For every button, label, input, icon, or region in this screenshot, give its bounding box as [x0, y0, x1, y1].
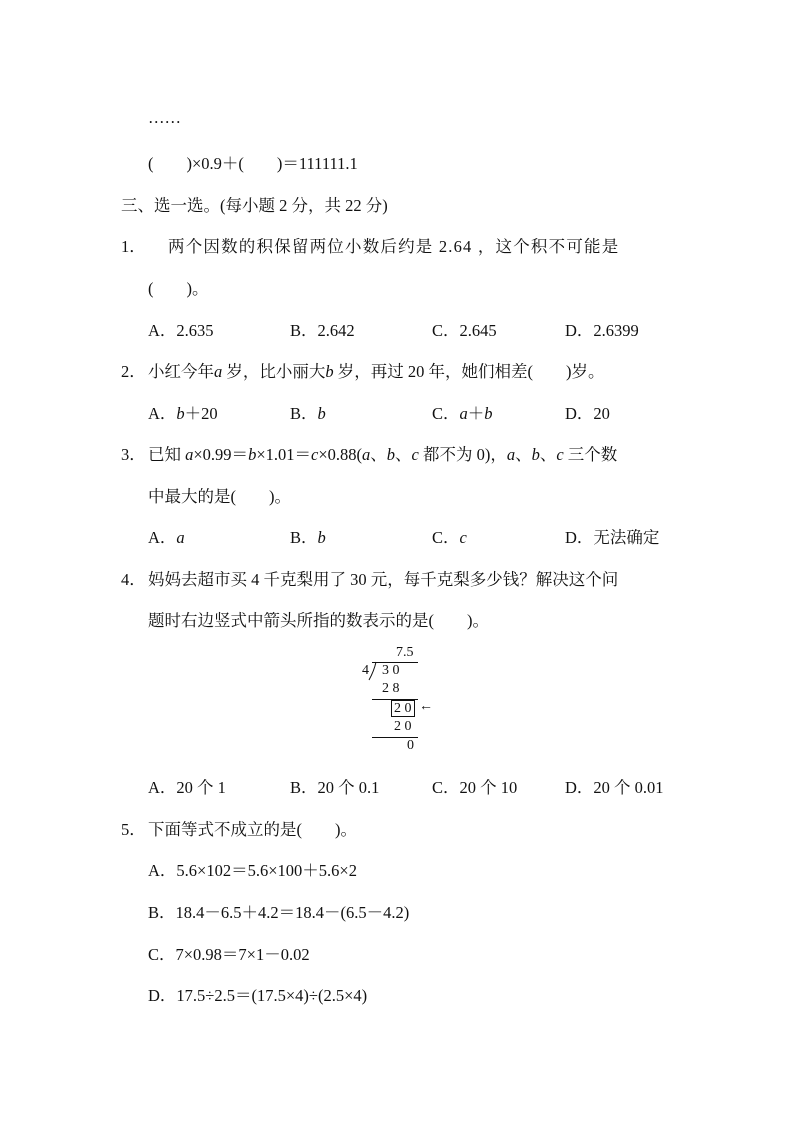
q2-var-a: a — [214, 362, 223, 381]
q3-var-a: a — [185, 445, 194, 464]
continuation-equation: ( )×0.9＋( )＝111111.1 — [148, 154, 358, 173]
q2-text-2: 岁，比小丽大 — [222, 362, 326, 381]
q3-var-a: a — [506, 445, 516, 464]
q2-text-1: 小红今年 — [148, 362, 214, 381]
question-1-number: 1． — [121, 237, 146, 256]
q3-option-d[interactable]: D．无法确定 — [565, 528, 660, 547]
division-subtract-1: 2 8 — [382, 681, 400, 696]
q3-part: 三个数 — [563, 445, 618, 464]
q2-option-b-var: b — [317, 404, 326, 423]
q3-var-a: a — [362, 445, 371, 464]
q5-option-d[interactable]: D．17.5÷2.5＝(17.5×4)÷(2.5×4) — [148, 986, 368, 1005]
question-5-number: 5． — [121, 820, 146, 839]
question-1-text: 两个因数的积保留两位小数后约是 2.64 ，这个积不可能是 — [168, 237, 620, 256]
q4-option-d[interactable]: D．20 个 0.01 — [565, 778, 664, 797]
q3-var-b: b — [531, 445, 540, 464]
q3-part: 、 — [395, 445, 412, 464]
q2-option-c-plus: ＋ — [467, 404, 485, 423]
q2-text-3: 岁，再过 20 年，她们相差( )岁。 — [333, 362, 605, 381]
q3-option-a-var: a — [176, 528, 185, 547]
q2-option-c[interactable] — [432, 400, 493, 424]
division-divisor: 4 — [362, 663, 369, 678]
q3-var-c: c — [411, 445, 419, 464]
q1-option-d[interactable]: D．2.6399 — [565, 321, 639, 340]
q3-part: 已知 — [148, 445, 186, 464]
q3-option-b-var: b — [317, 528, 326, 547]
division-subtract-2: 2 0 — [394, 719, 412, 734]
q3-option-b-letter: B． — [290, 528, 318, 547]
q3-option-a[interactable] — [148, 524, 185, 548]
q3-var-c: c — [556, 445, 564, 464]
q2-option-a-var: b — [176, 404, 185, 423]
continuation-dots: …… — [148, 108, 181, 127]
question-3-text-line2: 中最大的是( )。 — [148, 487, 291, 506]
q2-option-a-rest: ＋20 — [184, 404, 218, 423]
q3-option-c[interactable] — [432, 524, 467, 548]
q4-option-b[interactable]: B．20 个 0.1 — [290, 778, 380, 797]
q5-option-a[interactable]: A．5.6×102＝5.6×100＋5.6×2 — [148, 861, 357, 880]
question-1-blank: ( )。 — [148, 279, 209, 298]
section-title: 三、选一选。(每小题 2 分，共 22 分) — [121, 196, 388, 215]
q3-part: 、 — [539, 445, 557, 464]
q2-option-d[interactable]: D．20 — [565, 404, 610, 423]
q3-part: 都不为 0)， — [418, 445, 507, 464]
q2-option-a-letter: A． — [148, 404, 177, 423]
q3-part: 、 — [515, 445, 532, 464]
q2-option-c-var-a: a — [459, 404, 468, 423]
q3-option-a-letter: A． — [148, 528, 177, 547]
q2-option-b-letter: B． — [290, 404, 318, 423]
q2-option-a[interactable] — [148, 400, 218, 424]
q2-option-b[interactable] — [290, 400, 326, 424]
q3-part: ×0.99＝ — [193, 445, 249, 464]
q5-option-c[interactable]: C．7×0.98＝7×1－0.02 — [148, 945, 310, 964]
q2-option-c-var-b: b — [484, 404, 493, 423]
q3-var-b: b — [248, 445, 257, 464]
question-3-text — [148, 441, 617, 465]
q3-var-b: b — [386, 445, 396, 464]
question-4-text-line1: 妈妈去超市买 4 千克梨用了 30 元，每千克梨多少钱？解决这个问 — [148, 570, 619, 589]
q3-option-c-var: c — [459, 528, 467, 547]
question-4-text-line2: 题时右边竖式中箭头所指的数表示的是( )。 — [148, 611, 489, 630]
q3-part: ×0.88( — [318, 445, 363, 464]
question-5-text: 下面等式不成立的是( )。 — [148, 820, 357, 839]
q5-option-b[interactable]: B．18.4－6.5＋4.2＝18.4－(6.5－4.2) — [148, 903, 410, 922]
q2-var-b: b — [325, 362, 334, 381]
question-2-text — [148, 358, 605, 382]
q2-option-c-letter: C． — [432, 404, 460, 423]
q3-option-c-letter: C． — [432, 528, 460, 547]
q4-option-c[interactable]: C．20 个 10 — [432, 778, 518, 797]
q1-option-c[interactable]: C．2.645 — [432, 321, 497, 340]
q1-option-a[interactable]: A．2.635 — [148, 321, 214, 340]
q1-option-b[interactable]: B．2.642 — [290, 321, 355, 340]
q3-option-b[interactable] — [290, 524, 326, 548]
division-quotient: 7.5 — [396, 645, 414, 660]
question-3-number: 3． — [121, 445, 146, 464]
division-dividend: 3 0 — [382, 663, 400, 678]
q4-option-a[interactable]: A．20 个 1 — [148, 778, 226, 797]
division-remainder-2: 0 — [407, 738, 414, 753]
q3-var-c: c — [311, 445, 319, 464]
division-remainder-1-boxed: 2 0 — [391, 700, 415, 717]
arrow-left-icon: ← — [419, 699, 433, 714]
q3-part: ×1.01＝ — [256, 445, 311, 464]
question-4-number: 4． — [121, 570, 146, 589]
division-bracket-icon — [368, 661, 378, 681]
long-division-figure — [362, 645, 442, 757]
question-2-number: 2． — [121, 362, 146, 381]
q3-part: 、 — [370, 445, 387, 464]
